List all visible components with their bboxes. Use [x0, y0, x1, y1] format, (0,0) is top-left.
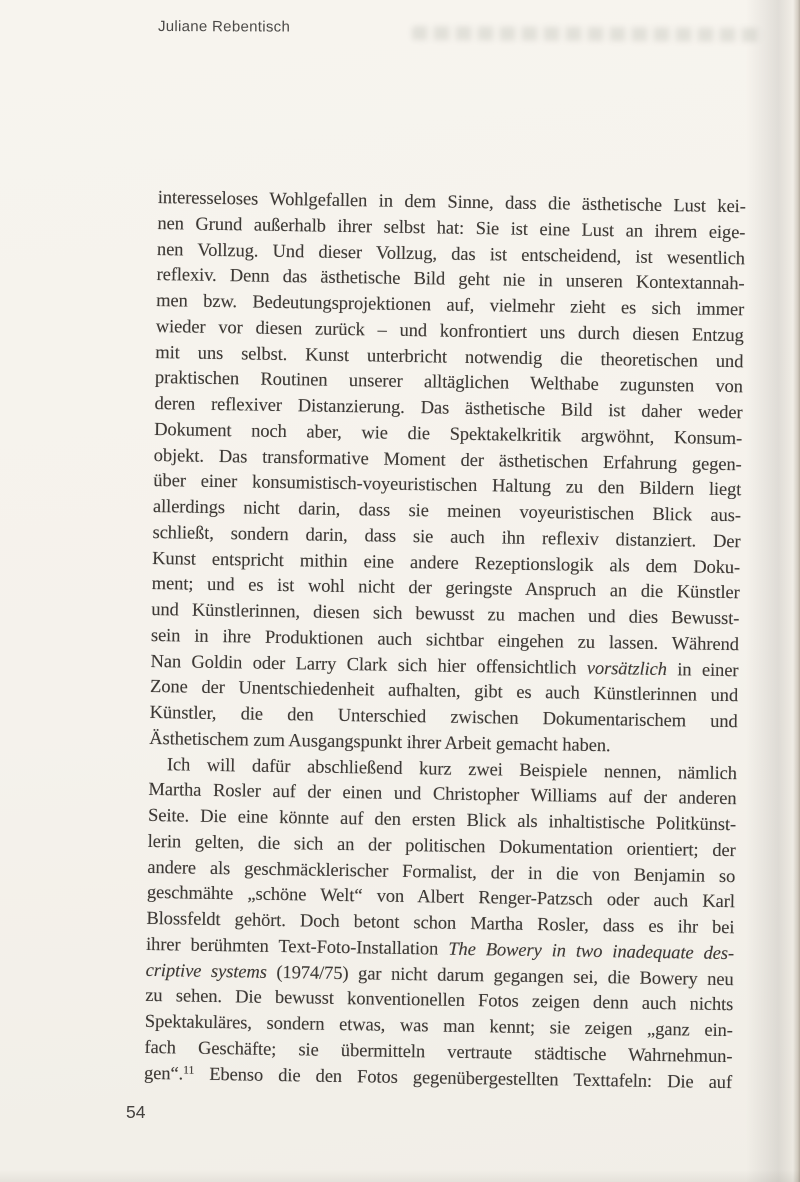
- text-segment: Spektakuläres, sondern etwas, was man kennt; sie zeigen „ganz ein-: [144, 1011, 733, 1042]
- body-text: [144, 186, 746, 1096]
- text-segment: deren reflexiver Distanzierung. Das ästhetische Bild ist daher weder: [154, 393, 743, 424]
- text-segment: men bzw. Bedeutungsprojektionen auf, vielmehr zieht es sich immer: [156, 290, 745, 321]
- text-segment: andere als geschmäcklerischer Formalist, der in die von Benjamin so: [147, 857, 736, 887]
- italic-text: The Bowery in two inadequate des-: [448, 939, 735, 964]
- text-segment: sein in ihre Produktionen auch sichtbar eingehen zu lassen. Während: [150, 625, 740, 655]
- text-segment: geschmähte „schöne Welt“ von Albert Renger-Patzsch oder auch Karl: [146, 883, 735, 913]
- italic-text: vorsätzlich: [586, 658, 668, 680]
- text-segment: in einer: [666, 659, 739, 681]
- bottom-edge-shadow: [0, 1170, 800, 1182]
- text-segment: allerdings nicht darin, dass sie meinen voyeuristischen Blick aus-: [152, 496, 742, 527]
- text-segment: ment; und es ist wohl nicht der geringste Anspruch an die Künstler: [151, 574, 740, 604]
- text-segment: lerin gelten, die sich an der politischen Dokumentation orientiert; der: [147, 831, 736, 861]
- text-segment: über einer konsumistisch-voyeuristischen Haltung zu den Bildern liegt: [153, 471, 742, 501]
- text-segment: Zone der Unentschiedenheit aufhalten, gibt es auch Künstlerinnen und: [149, 677, 739, 707]
- footnote-marker: 11: [183, 1064, 195, 1077]
- text-segment: mit uns selbst. Kunst unterbricht notwendig die theoretischen und: [155, 342, 744, 372]
- text-segment: Blossfeldt gehört. Doch betont schon Martha Rosler, dass es ihr bei: [146, 908, 735, 939]
- text-segment: und Künstlerinnen, diesen sich bewusst zu machen und dies Bewusst-: [151, 599, 740, 630]
- text-segment: (1974/75) gar nicht darum gegangen sei, die Bowery neu: [266, 962, 734, 990]
- text-segment: interesseloses Wohlgefallen in dem Sinne, dass die ästhetische Lust kei-: [157, 187, 746, 218]
- text-segment: Künstler, die den Unterschied zwischen Dokumentarischem und: [149, 702, 738, 733]
- text-segment: Ich will dafür abschließend kurz zwei Beispiele nennen, nämlich: [166, 754, 737, 784]
- text-segment: Nan Goldin oder Larry Clark sich hier offensichtlich: [150, 651, 587, 679]
- text-segment: Seite. Die eine könnte auf den ersten Blick als inhaltistische Politkünst-: [147, 805, 737, 836]
- text-segment: Kunst entspricht mithin eine andere Rezeptionslogik als dem Doku-: [151, 548, 741, 578]
- text-segment: Ästhetischem zum Ausgangspunkt ihrer Arbeit gemacht haben.: [149, 728, 611, 756]
- text-segment: Ebenso die den Fotos gegenübergestellten Texttafeln: Die auf: [194, 1064, 733, 1093]
- text-segment: objekt. Das transformative Moment der ästhetischen Erfahrung gegen-: [153, 445, 742, 475]
- binding-shadow: [746, 0, 800, 1182]
- text-segment: schließt, sondern darin, dass sie auch ihn reflexiv distanziert. Der: [152, 522, 741, 552]
- text-segment: praktischen Routinen unserer alltäglichen Welthabe zugunsten von: [154, 368, 744, 398]
- text-segment: fach Geschäfte; sie übermitteln vertraute städtische Wahrnehmun-: [144, 1037, 733, 1067]
- running-header: Juliane Rebentisch: [157, 18, 291, 36]
- text-segment: nen Grund außerhalb ihrer selbst hat: Sie ist eine Lust an ihrem eige-: [157, 213, 746, 243]
- reverse-side-text-bleed: [412, 26, 764, 42]
- text-segment: wieder vor diesen zurück – und konfrontiert uns durch diesen Entzug: [155, 316, 744, 346]
- page-number: 54: [126, 1102, 146, 1122]
- text-segment: nen Vollzug. Und dieser Vollzug, das ist entscheidend, ist wesentlich: [156, 239, 746, 269]
- italic-text: criptive systems: [145, 960, 267, 983]
- text-segment: reflexiv. Denn das ästhetische Bild geht nie in unseren Kontextannah-: [156, 265, 745, 295]
- text-segment: gen“.: [143, 1063, 184, 1085]
- text-segment: Dokument noch aber, wie die Spektakelkritik argwöhnt, Konsum-: [154, 419, 743, 449]
- text-segment: zu sehen. Die bewusst konventionellen Fotos zeigen denn auch nichts: [145, 986, 734, 1016]
- text-segment: Martha Rosler auf der einen und Christopher Williams auf der anderen: [148, 780, 737, 810]
- text-segment: ihrer berühmten Text-Foto-Installation: [145, 934, 449, 960]
